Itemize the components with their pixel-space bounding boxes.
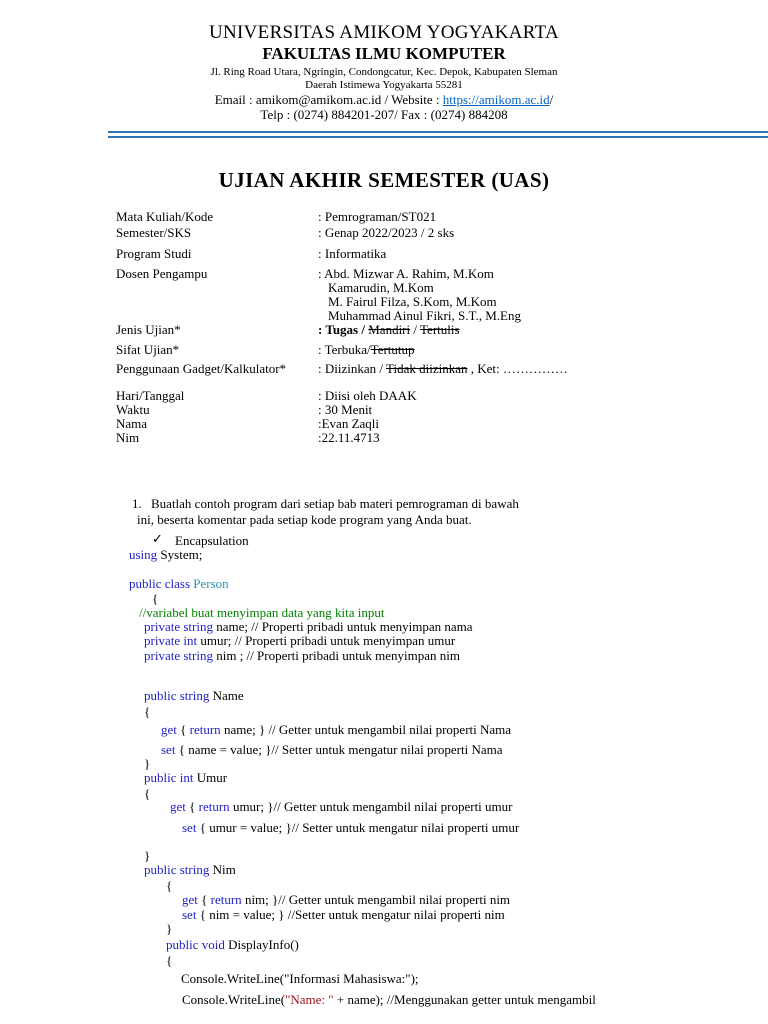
code-brace: } bbox=[144, 756, 151, 771]
code-kw: return bbox=[210, 892, 242, 907]
question-line-2: ini, beserta komentar pada setiap kode program yang Anda buat. bbox=[137, 512, 472, 527]
nim-value: :22.11.4713 bbox=[318, 430, 380, 445]
name-value: :Evan Zaqli bbox=[318, 416, 380, 431]
exam-type-prefix: : Tugas / bbox=[318, 322, 369, 337]
header-divider-bottom bbox=[108, 136, 768, 138]
website-suffix: / bbox=[549, 92, 554, 107]
code-kw: public void bbox=[166, 937, 225, 952]
code-getter-nim bbox=[182, 892, 510, 908]
code-text: DisplayInfo() bbox=[224, 937, 299, 952]
code-text: umur; // Properti pribadi untuk menyimpan umur bbox=[197, 633, 456, 648]
semester-label: Semester/SKS bbox=[116, 225, 192, 240]
program-value: : Informatika bbox=[318, 246, 387, 261]
exam-type-strike-1: Mandiri bbox=[368, 322, 411, 337]
email-text: Email : amikom@amikom.ac.id / Website : bbox=[214, 92, 443, 107]
code-prop-umur bbox=[144, 770, 227, 786]
exam-nature-label: Sifat Ujian* bbox=[116, 342, 180, 357]
code-class-name: Person bbox=[190, 576, 229, 591]
name-label: Nama bbox=[116, 416, 148, 431]
code-text: { nim = value; } //Setter untuk mengatur nilai properti nim bbox=[196, 907, 505, 922]
code-brace: { bbox=[144, 786, 151, 801]
code-text: { bbox=[185, 799, 199, 814]
code-brace: { bbox=[144, 704, 151, 719]
code-kw: return bbox=[189, 722, 221, 737]
nim-label: Nim bbox=[116, 430, 140, 445]
university-name: UNIVERSITAS AMIKOM YOGYAKARTA bbox=[208, 22, 560, 43]
course-label: Mata Kuliah/Kode bbox=[116, 209, 214, 224]
code-kw: public string bbox=[144, 862, 210, 877]
question-number: 1. bbox=[132, 496, 142, 511]
exam-title: UJIAN AKHIR SEMESTER (UAS) bbox=[218, 168, 550, 192]
code-kw: set bbox=[182, 907, 197, 922]
check-icon: ✓ bbox=[152, 531, 163, 546]
code-field-nim bbox=[144, 648, 460, 664]
code-brace: { bbox=[152, 591, 159, 606]
code-text: nim ; // Properti pribadi untuk menyimpan nim bbox=[212, 648, 460, 663]
lecturer-2: Kamarudin, M.Kom bbox=[328, 280, 434, 295]
phone-line: Telp : (0274) 884201-207/ Fax : (0274) 884208 bbox=[260, 107, 508, 122]
lecturer-label: Dosen Pengampu bbox=[116, 266, 208, 281]
faculty-name: FAKULTAS ILMU KOMPUTER bbox=[262, 44, 506, 63]
gadget-value bbox=[318, 361, 568, 377]
code-writeline-2 bbox=[182, 992, 596, 1008]
gadget-strike: Tidak diizinkan bbox=[386, 361, 468, 376]
code-comment: //variabel buat menyimpan data yang kita input bbox=[139, 605, 385, 620]
exam-nature-prefix: : Terbuka/ bbox=[318, 342, 371, 357]
lecturer-1: : Abd. Mizwar A. Rahim, M.Kom bbox=[318, 266, 494, 281]
address-line-1: Jl. Ring Road Utara, Ngringin, Condongcatur, Kec. Depok, Kabupaten Sleman bbox=[210, 66, 558, 78]
code-method-display bbox=[166, 937, 299, 953]
exam-type-label: Jenis Ujian* bbox=[116, 322, 181, 337]
code-setter-name bbox=[161, 742, 502, 758]
date-label: Hari/Tanggal bbox=[116, 388, 185, 403]
code-getter-name bbox=[161, 722, 511, 738]
time-value: : 30 Menit bbox=[318, 402, 373, 417]
exam-type-value bbox=[318, 322, 460, 338]
lecturer-4: Muhammad Ainul Fikri, S.T., M.Eng bbox=[328, 308, 521, 323]
code-text: System; bbox=[157, 547, 203, 562]
code-text: Nim bbox=[209, 862, 236, 877]
code-kw: public int bbox=[144, 770, 194, 785]
time-label: Waktu bbox=[116, 402, 150, 417]
code-kw: public class bbox=[129, 576, 191, 591]
code-text: name; // Properti pribadi untuk menyimpan nama bbox=[212, 619, 473, 634]
code-text: { umur = value; }// Setter untuk mengatur nilai properti umur bbox=[196, 820, 520, 835]
gadget-suffix: , Ket: …………… bbox=[467, 361, 568, 376]
code-text: { name = value; }// Setter untuk mengatur nilai properti Nama bbox=[175, 742, 503, 757]
code-brace: { bbox=[166, 953, 173, 968]
exam-type-strike-2: Tertulis bbox=[420, 322, 460, 337]
code-brace: } bbox=[144, 848, 151, 863]
code-kw: return bbox=[198, 799, 230, 814]
code-writeline-1: Console.WriteLine("Informasi Mahasiswa:"); bbox=[181, 971, 419, 986]
question-line-1: Buatlah contoh program dari setiap bab materi pemrograman di bawah bbox=[151, 496, 519, 511]
code-kw: get bbox=[161, 722, 177, 737]
program-label: Program Studi bbox=[116, 246, 192, 261]
code-getter-umur bbox=[170, 799, 512, 815]
exam-nature-strike: Tertutup bbox=[370, 342, 415, 357]
code-text: Name bbox=[209, 688, 244, 703]
code-brace: { bbox=[166, 878, 173, 893]
code-string: "Name: " bbox=[285, 992, 334, 1007]
date-value: : Diisi oleh DAAK bbox=[318, 388, 417, 403]
code-text: umur; }// Getter untuk mengambil nilai properti umur bbox=[229, 799, 513, 814]
code-text: nim; }// Getter untuk mengambil nilai properti nim bbox=[241, 892, 511, 907]
topic-label: Encapsulation bbox=[175, 533, 249, 548]
contact-line bbox=[0, 92, 768, 108]
gadget-prefix: : Diizinkan / bbox=[318, 361, 387, 376]
code-field-umur bbox=[144, 633, 455, 649]
code-kw: public string bbox=[144, 688, 210, 703]
code-prop-nim bbox=[144, 862, 236, 878]
code-kw: set bbox=[161, 742, 176, 757]
gadget-label: Penggunaan Gadget/Kalkulator* bbox=[116, 361, 287, 376]
header-divider-top bbox=[108, 131, 768, 133]
code-prop-name bbox=[144, 688, 244, 704]
address-line-2: Daerah Istimewa Yogyakarta 55281 bbox=[305, 79, 463, 91]
exam-nature-value bbox=[318, 342, 415, 358]
code-text: { bbox=[176, 722, 190, 737]
code-text: Console.WriteLine( bbox=[182, 992, 286, 1007]
semester-value: : Genap 2022/2023 / 2 sks bbox=[318, 225, 455, 240]
code-using bbox=[129, 547, 202, 563]
code-text: { bbox=[197, 892, 211, 907]
code-kw: get bbox=[182, 892, 198, 907]
code-text: + name); //Menggunakan getter untuk mengambil bbox=[333, 992, 596, 1007]
lecturer-3: M. Fairul Filza, S.Kom, M.Kom bbox=[328, 294, 497, 309]
code-text: Umur bbox=[193, 770, 228, 785]
exam-type-sep: / bbox=[410, 322, 421, 337]
code-kw: set bbox=[182, 820, 197, 835]
code-setter-umur bbox=[182, 820, 519, 836]
code-kw: private string bbox=[144, 619, 213, 634]
code-kw: using bbox=[129, 547, 158, 562]
code-kw: private int bbox=[144, 633, 198, 648]
code-kw: private string bbox=[144, 648, 213, 663]
code-setter-nim bbox=[182, 907, 505, 923]
code-brace: } bbox=[166, 921, 173, 936]
course-value: : Pemrograman/ST021 bbox=[318, 209, 437, 224]
website-link[interactable]: https://amikom.ac.id bbox=[442, 92, 550, 107]
code-class-decl bbox=[129, 576, 229, 592]
code-text: name; } // Getter untuk mengambil nilai properti Nama bbox=[220, 722, 512, 737]
code-kw: get bbox=[170, 799, 186, 814]
